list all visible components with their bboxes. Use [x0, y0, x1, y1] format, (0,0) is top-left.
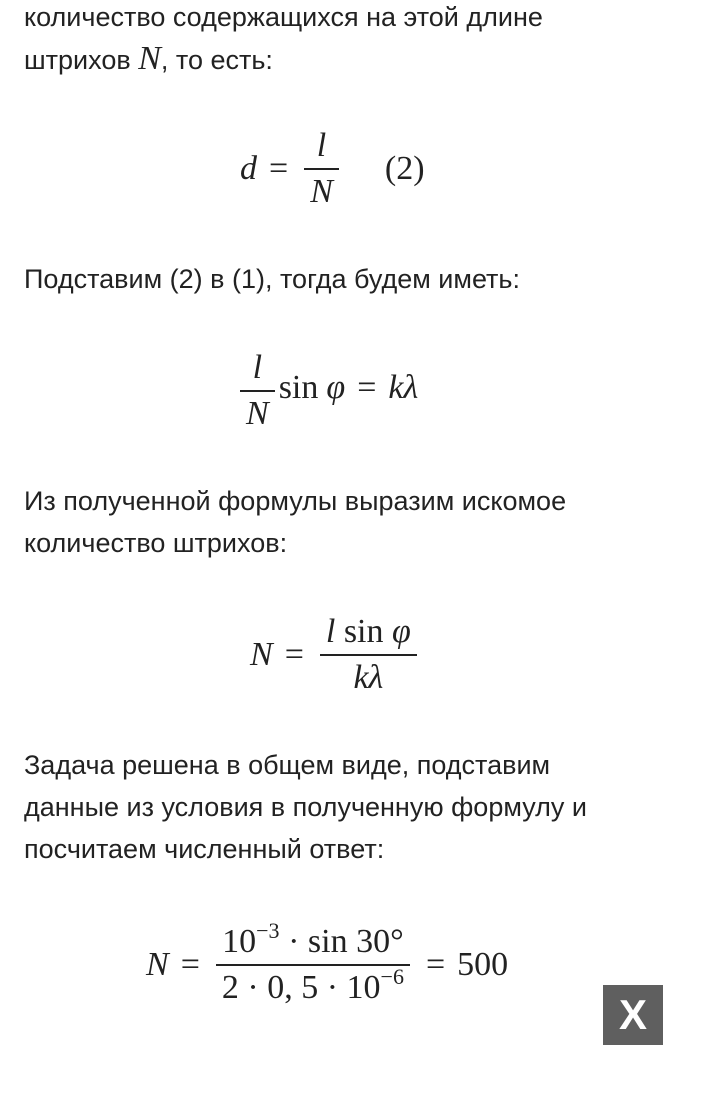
- eq3-num-sin: sin: [343, 613, 384, 650]
- equation-numeric: [146, 918, 509, 1008]
- paragraph-4-line-1: Задача решена в общем виде, подставим: [24, 750, 551, 780]
- equation-substituted: [236, 348, 418, 434]
- eq3-num-l: l: [325, 613, 336, 650]
- inline-var-N: N: [138, 40, 161, 77]
- eq4-den-b: 0, 5: [267, 969, 319, 1006]
- eq4-equals-2: =: [425, 946, 446, 983]
- eq4-num-dot: ·: [288, 923, 300, 960]
- equation-2: [240, 126, 425, 212]
- eq4-den-a: 2: [221, 969, 239, 1006]
- eq2-phi: φ: [326, 369, 346, 406]
- eq1-denominator: N: [310, 173, 333, 210]
- paragraph-1: [24, 0, 674, 81]
- eq3-numerator: [320, 612, 417, 654]
- eq4-num-exp: −3: [256, 918, 280, 943]
- eq3-den-k: k: [353, 659, 369, 696]
- eq1-lhs: d: [240, 150, 257, 187]
- paragraph-2: [24, 258, 674, 300]
- eq2-lambda: λ: [403, 369, 419, 406]
- eq2-k: k: [388, 369, 404, 406]
- eq2-equals: =: [357, 369, 377, 406]
- paragraph-1-line-2-text: штрихов: [24, 45, 139, 75]
- eq1-fraction: [304, 126, 339, 212]
- eq4-numerator: [216, 918, 410, 964]
- eq3-equals: =: [284, 636, 304, 673]
- eq4-num-base: 10: [222, 923, 257, 960]
- eq4-den-base: 10: [346, 969, 381, 1006]
- eq1-numerator: l: [316, 127, 327, 164]
- eq4-den-dot1: ·: [247, 969, 259, 1006]
- eq3-num-phi: φ: [392, 613, 411, 650]
- eq1-equals: =: [269, 150, 289, 187]
- paragraph-4-line-2: данные из условия в полученную формулу и: [24, 792, 587, 822]
- eq4-equals: =: [180, 946, 200, 983]
- eq4-den-exp: −6: [380, 964, 404, 989]
- eq4-lhs: N: [146, 946, 169, 983]
- close-button[interactable]: X: [603, 985, 663, 1045]
- eq4-result: 500: [457, 946, 509, 983]
- eq4-num-angle: 30°: [356, 923, 404, 960]
- paragraph-4-line-3: посчитаем численный ответ:: [24, 834, 385, 864]
- eq3-lhs: N: [250, 636, 273, 673]
- equation-N-general: [250, 612, 421, 698]
- paragraph-3: [24, 480, 674, 564]
- eq4-den-dot2: ·: [326, 969, 339, 1006]
- paragraph-4: [24, 744, 674, 870]
- eq2-fraction: [240, 348, 275, 434]
- paragraph-3-line-1: Из полученной формулы выразим искомое: [24, 486, 567, 516]
- eq4-denominator: [216, 966, 410, 1008]
- eq3-denominator: [347, 656, 389, 698]
- eq3-fraction: [320, 612, 417, 698]
- eq2-denominator: N: [246, 395, 269, 432]
- eq4-fraction: [216, 918, 410, 1008]
- paragraph-3-line-2: количество штрихов:: [24, 528, 288, 558]
- paragraph-1-line-2: [24, 38, 674, 81]
- eq2-sin: sin: [278, 369, 319, 406]
- eq3-den-lambda: λ: [368, 659, 384, 696]
- eq2-numerator: l: [252, 349, 263, 386]
- paragraph-2-line-1: Подставим (2) в (1), тогда будем иметь:: [24, 264, 520, 294]
- eq1-tag: (2): [384, 150, 425, 187]
- paragraph-1-line-1: количество содержащихся на этой длине: [24, 2, 543, 32]
- paragraph-1-line-2-tail: , то есть:: [160, 45, 273, 75]
- eq4-num-sin: sin: [307, 923, 348, 960]
